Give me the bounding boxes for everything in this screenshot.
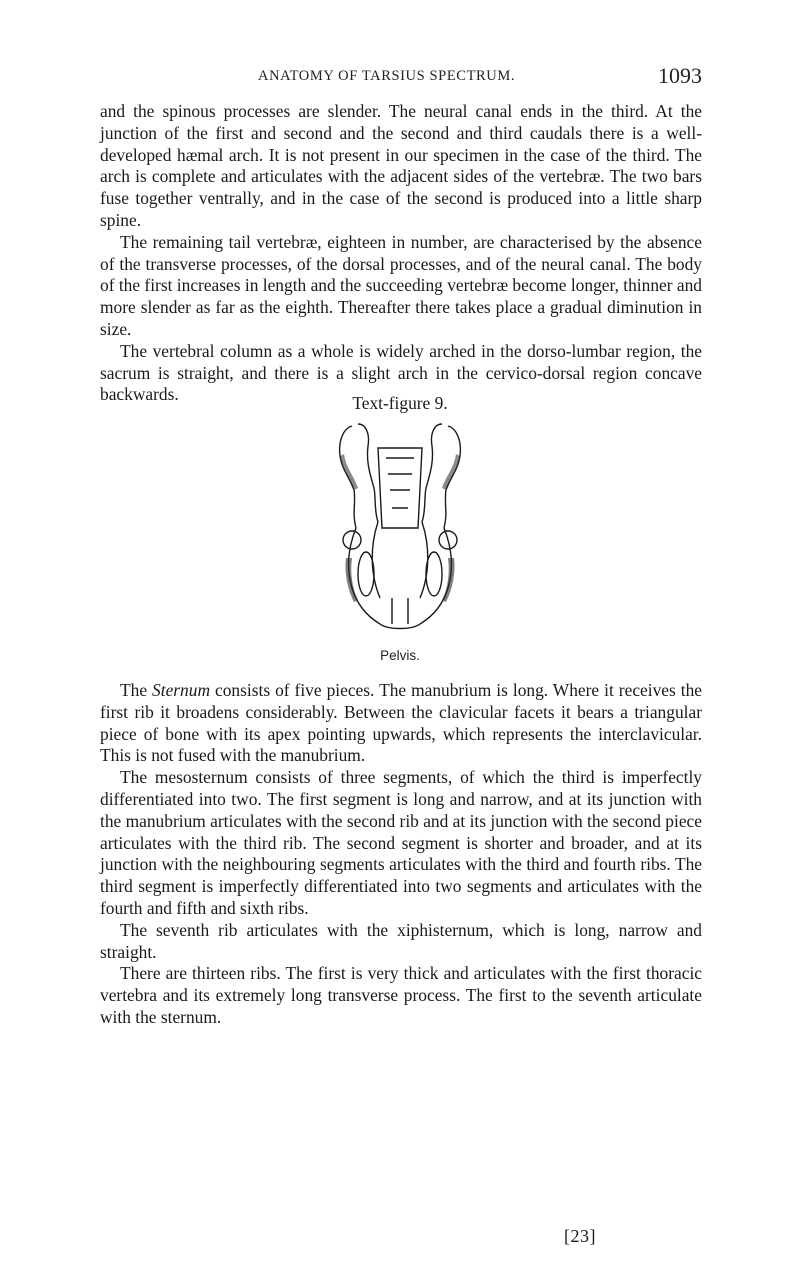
italic-term: Sternum (152, 680, 211, 700)
body-text-bottom (100, 680, 702, 1029)
figure-caption: Text-figure 9. (352, 393, 448, 413)
paragraph: The mesosternum consists of three segments, of which the third is imperfectly differentiated into two. The first segment is long and narrow, and at its junction with the manubrium articulates with the second rib and at its junction with the second piece articulates with the third rib. The second segment is shorter and broader, and at its junction with the neighbouring segments articulates with the third and fourth ribs. The third segment is imperfectly differentiated into two segments and articulates with the fourth and fifth and sixth ribs. (100, 767, 702, 918)
page-header (0, 63, 800, 96)
pelvis-illustration (330, 418, 470, 638)
paragraph: The seventh rib articulates with the xiphisternum, which is long, narrow and straight. (100, 919, 702, 962)
paragraph: There are thirteen ribs. The first is very thick and articulates with the first thoracic vertebra and its extremely long transverse process. The first to the seventh articulate with the sternum. (100, 963, 702, 1027)
paragraph: The vertebral column as a whole is widely arched in the dorso-lumbar region, the sacrum is straight, and there is a slight arch in the cervico-dorsal region concave backwards. (100, 340, 702, 405)
body-text-top (100, 101, 702, 406)
folio-number: [23] (564, 1226, 596, 1246)
figure-label: Pelvis. (380, 648, 420, 663)
paragraph-sternum (100, 680, 702, 767)
page-number: 1093 (658, 63, 702, 88)
paragraph: The remaining tail vertebræ, eighteen in number, are characterised by the absence of the transverse processes, of the dorsal processes, and of the neural canal. The body of the first increases in length and the succeeding vertebræ become longer, thinner and more slender as far as the eighth. Thereafter there takes place a gradual diminution in size. (100, 231, 702, 339)
text-run: The (120, 680, 153, 700)
text-run: consists of five pieces. The manubrium is long. Where it receives the first rib it broadens considerably. Between the clavicular facets it bears a triangular piece of bone with its apex pointing upwards, which represents the interclavicular. This is not fused with the manubrium. (100, 680, 703, 766)
running-head: ANATOMY OF TARSIUS SPECTRUM. (258, 68, 516, 84)
pelvis-icon (330, 418, 470, 638)
paragraph: and the spinous processes are slender. The neural canal ends in the third. At the junction of the first and second and the second and third caudals there is a well-developed hæmal arch. It is not present in our specimen in the case of the third. The arch is complete and articulates with the adjacent sides of the vertebræ. The two bars fuse together ventrally, and in the case of the second is produced into a little sharp spine. (100, 101, 702, 230)
